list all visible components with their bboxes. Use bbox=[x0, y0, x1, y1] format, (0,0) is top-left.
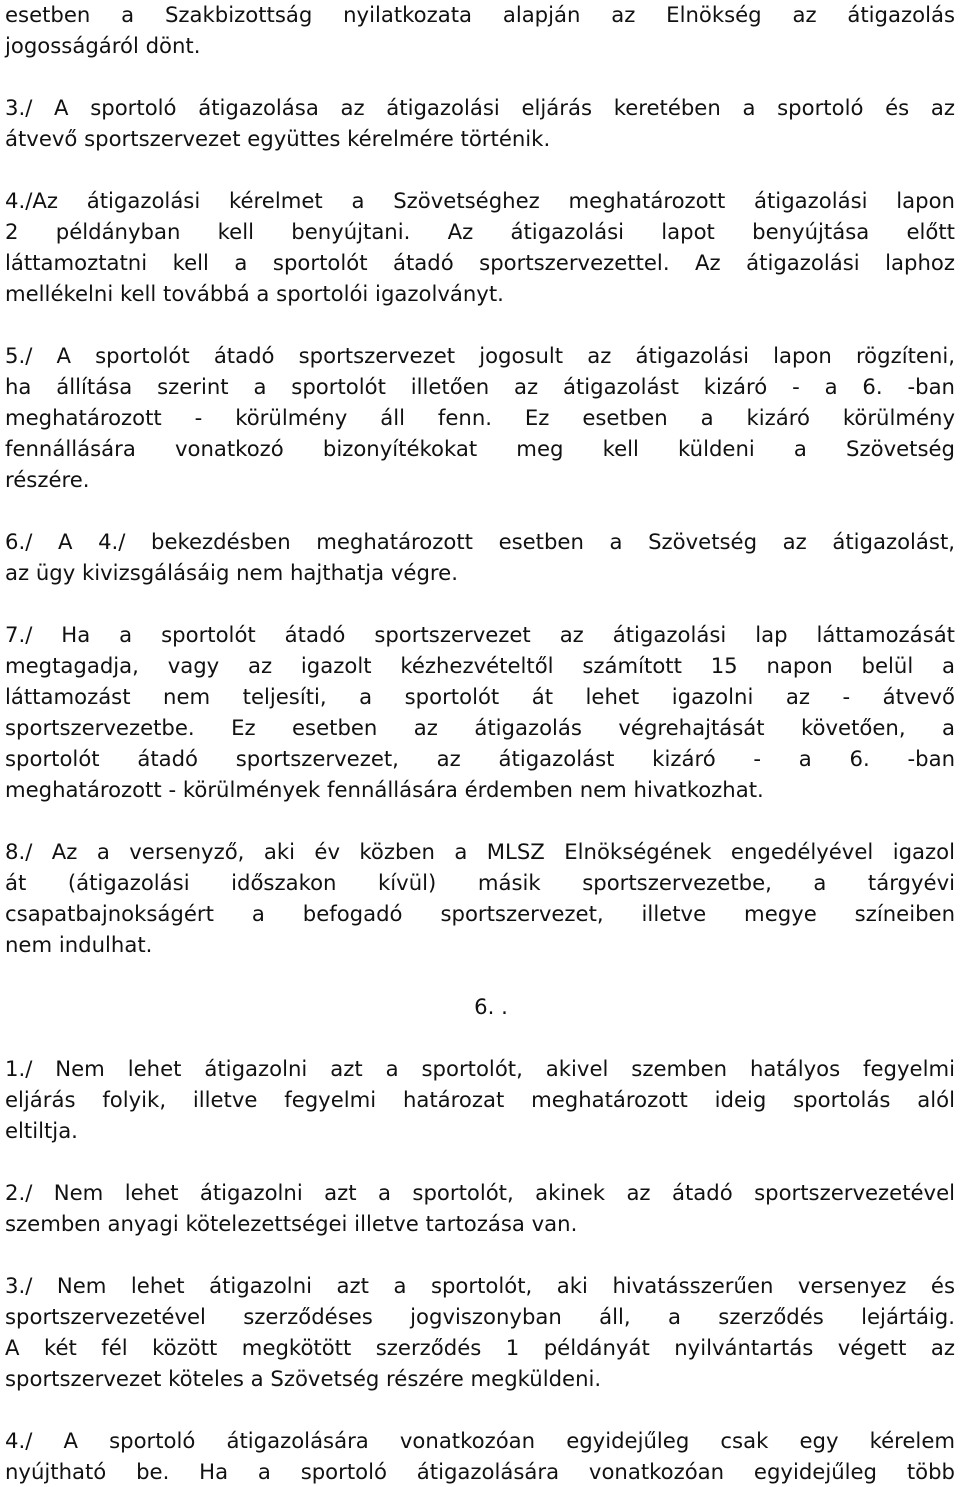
text-line: jogosságáról dönt. bbox=[5, 33, 201, 58]
text-line: eltiltja. bbox=[5, 1118, 78, 1143]
text-line: 1./ Nem lehet átigazolni azt a sportolót, akivel szemben hatályos fegyelmi bbox=[5, 1056, 955, 1081]
section-paragraphs bbox=[5, 1053, 955, 1487]
text-line: eljárás folyik, illetve fegyelmi határozat meghatározott ideig sportolás alól bbox=[5, 1087, 955, 1112]
text-line: át (átigazolási időszakon kívül) másik sportszervezetbe, a tárgyévi bbox=[5, 870, 955, 895]
text-line: 4./ A sportoló átigazolására vonatkozóan egyidejűleg csak egy kérelem bbox=[5, 1428, 955, 1453]
text-line: láttamozást nem teljesíti, a sportolót át lehet igazolni az - átvevő bbox=[5, 684, 955, 709]
section-title: 6. . bbox=[474, 994, 508, 1019]
text-line: 3./ A sportoló átigazolása az átigazolási eljárás keretében a sportoló és az bbox=[5, 95, 955, 120]
paragraph-p8 bbox=[5, 836, 955, 960]
text-line: mellékelni kell továbbá a sportolói igazolványt. bbox=[5, 281, 504, 306]
text-line: nyújtható be. Ha a sportoló átigazolására vonatkozóan egyidejűleg több bbox=[5, 1459, 955, 1484]
paragraph-s4 bbox=[5, 1425, 955, 1487]
text-line: 5./ A sportolót átadó sportszervezet jogosult az átigazolási lapon rögzíteni, bbox=[5, 343, 955, 368]
text-line: 6./ A 4./ bekezdésben meghatározott esetben a Szövetség az átigazolást, bbox=[5, 529, 955, 554]
text-line: sportszervezetbe. Ez esetben az átigazolás végrehajtását követően, a bbox=[5, 715, 955, 740]
text-line: nem indulhat. bbox=[5, 932, 153, 957]
text-line: láttamoztatni kell a sportolót átadó sportszervezettel. Az átigazolási laphoz bbox=[5, 250, 955, 275]
text-line: szemben anyagi kötelezettségei illetve tartozása van. bbox=[5, 1211, 578, 1236]
text-line: sportszervezet köteles a Szövetség részére megküldeni. bbox=[5, 1366, 602, 1391]
document-page bbox=[5, 0, 955, 1487]
paragraph-p6 bbox=[5, 526, 955, 588]
text-line: megtagadja, vagy az igazolt kézhezvételtől számított 15 napon belül a bbox=[5, 653, 955, 678]
text-line: 2 példányban kell benyújtani. Az átigazolási lapot benyújtása előtt bbox=[5, 219, 955, 244]
text-line: A két fél között megkötött szerződés 1 példányát nyilvántartás végett az bbox=[5, 1335, 955, 1360]
paragraph-p4 bbox=[5, 185, 955, 309]
text-line: ha állítása szerint a sportolót illetően az átigazolást kizáró - a 6. -ban bbox=[5, 374, 955, 399]
text-line: részére. bbox=[5, 467, 90, 492]
text-line: meghatározott - körülmények fennállására érdemben nem hivatkozhat. bbox=[5, 777, 764, 802]
text-line: átvevő sportszervezet együttes kérelmére történik. bbox=[5, 126, 551, 151]
text-line: 8./ Az a versenyző, aki év közben a MLSZ Elnökségének engedélyével igazol bbox=[5, 839, 955, 864]
text-line: sportszervezetével szerződéses jogviszonyban áll, a szerződés lejártáig. bbox=[5, 1304, 955, 1329]
text-line: az ügy kivizsgálásáig nem hajthatja végre. bbox=[5, 560, 458, 585]
text-line: meghatározott - körülmény áll fenn. Ez esetben a kizáró körülmény bbox=[5, 405, 955, 430]
text-line: 7./ Ha a sportolót átadó sportszervezet az átigazolási lap láttamozását bbox=[5, 622, 955, 647]
paragraph-s2 bbox=[5, 1177, 955, 1239]
paragraph-p7 bbox=[5, 619, 955, 805]
text-line: fennállására vonatkozó bizonyítékokat meg kell küldeni a Szövetség bbox=[5, 436, 955, 461]
paragraph-p5 bbox=[5, 340, 955, 495]
paragraph-p3 bbox=[5, 92, 955, 154]
paragraph-p-intro-end bbox=[5, 0, 955, 61]
regulation-paragraphs bbox=[5, 0, 955, 960]
paragraph-s1 bbox=[5, 1053, 955, 1146]
text-line: 2./ Nem lehet átigazolni azt a sportolót, akinek az átadó sportszervezetével bbox=[5, 1180, 955, 1205]
text-line: 3./ Nem lehet átigazolni azt a sportolót, aki hivatásszerűen versenyez és bbox=[5, 1273, 955, 1298]
text-line: 4./Az átigazolási kérelmet a Szövetséghez meghatározott átigazolási lapon bbox=[5, 188, 955, 213]
text-line: sportolót átadó sportszervezet, az átigazolást kizáró - a 6. -ban bbox=[5, 746, 955, 771]
text-line: csapatbajnokságért a befogadó sportszervezet, illetve megye színeiben bbox=[5, 901, 955, 926]
text-line: esetben a Szakbizottság nyilatkozata alapján az Elnökség az átigazolás bbox=[5, 2, 955, 27]
paragraph-s3 bbox=[5, 1270, 955, 1394]
